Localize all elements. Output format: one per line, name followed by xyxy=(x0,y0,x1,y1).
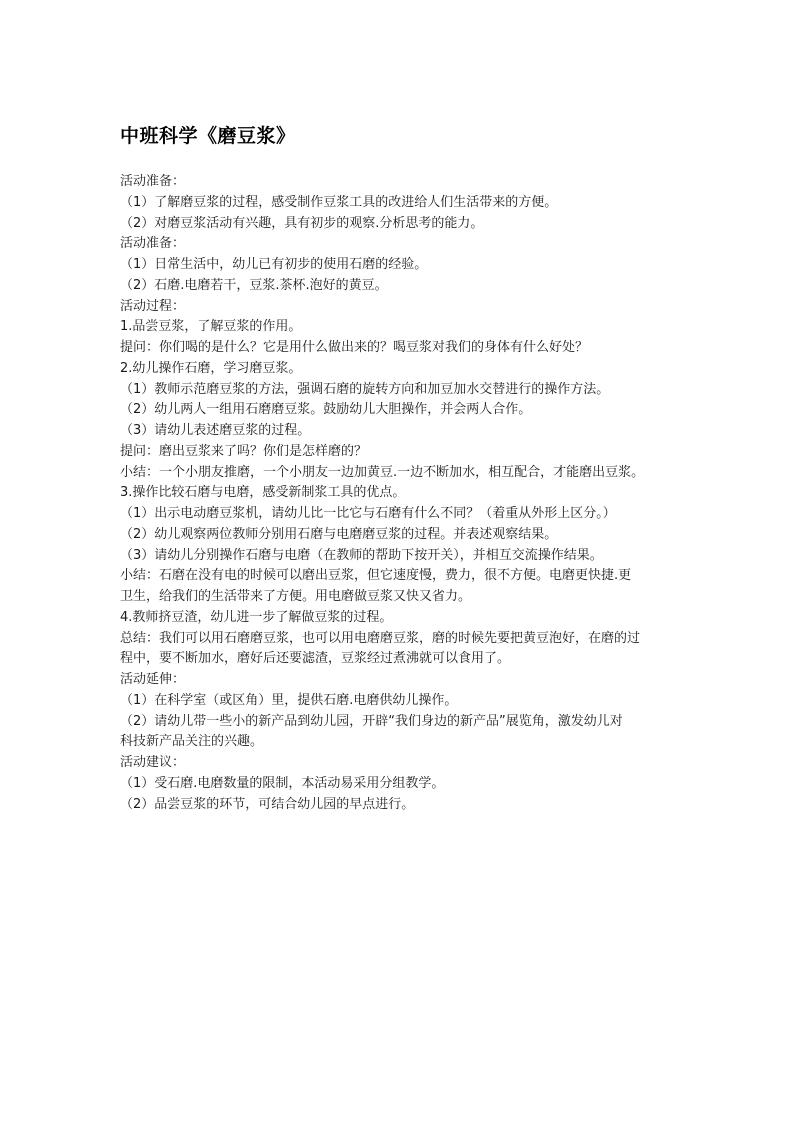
paragraph-line: 卫生，给我们的生活带来了方便。用电磨做豆浆又快又省力。 xyxy=(120,589,472,604)
step-heading-1: 1.品尝豆浆，了解豆浆的作用。 xyxy=(120,319,302,335)
page-title: 中班科学《磨豆浆》 xyxy=(120,125,296,147)
paragraph-line: （2）请幼儿带一些小的新产品到幼儿园，开辟“我们身边的新产品”展览角，激发幼儿对 xyxy=(120,713,623,729)
paragraph-line: （3）请幼儿表述磨豆浆的过程。 xyxy=(120,423,311,438)
section-heading-extension: 活动延伸： xyxy=(120,672,186,687)
section-heading-process: 活动过程： xyxy=(120,298,186,314)
paragraph-line: （1）出示电动磨豆浆机，请幼儿比一比它与石磨有什么不同？（着重从外形上区分。） xyxy=(120,506,616,521)
step-heading-3: 3.操作比较石磨与电磨，感受新制浆工具的优点。 xyxy=(120,485,406,501)
paragraph-line: （2）幼儿观察两位教师分别用石磨与电磨磨豆浆的过程。并表述观察结果。 xyxy=(120,526,558,542)
paragraph-line: （2）对磨豆浆活动有兴趣，具有初步的观察.分析思考的能力。 xyxy=(120,215,484,231)
section-heading-preparation: 活动准备： xyxy=(120,174,186,189)
paragraph-line: 科技新产品关注的兴趣。 xyxy=(120,734,264,750)
step-heading-2: 2.幼儿操作石磨，学习磨豆浆。 xyxy=(120,360,302,376)
paragraph-line: 小结：石磨在没有电的时候可以磨出豆浆，但它速度慢，费力，很不方便。电磨更快捷.更 xyxy=(120,568,632,584)
paragraph-line: 小结：一个小朋友推磨，一个小朋友一边加黄豆.一边不断加水，相互配合，才能磨出豆浆。 xyxy=(120,464,645,480)
section-heading-preparation-2: 活动准备： xyxy=(120,236,186,252)
paragraph-line: （3）请幼儿分别操作石磨与电磨（在教师的帮助下按开关），并相互交流操作结果。 xyxy=(120,547,603,563)
step-heading-4: 4.教师挤豆渣，幼儿进一步了解做豆浆的过程。 xyxy=(120,609,393,625)
paragraph-line: 程中，要不断加水，磨好后还要滤渣，豆浆经过煮沸就可以食用了。 xyxy=(120,651,511,667)
paragraph-line: （2）石磨.电磨若干，豆浆.茶杯.泡好的黄豆。 xyxy=(120,277,388,293)
paragraph-line: （2）品尝豆浆的环节，可结合幼儿园的早点进行。 xyxy=(120,796,415,812)
paragraph-line: 总结：我们可以用石磨磨豆浆，也可以用电磨磨豆浆，磨的时候先要把黄豆泡好，在磨的过 xyxy=(120,630,641,646)
paragraph-line: （1）了解磨豆浆的过程，感受制作豆浆工具的改进给人们生活带来的方便。 xyxy=(120,194,558,210)
paragraph-line: （1）受石磨.电磨数量的限制，本活动易采用分组教学。 xyxy=(120,775,445,791)
paragraph-line: （2）幼儿两人一组用石磨磨豆浆。鼓励幼儿大胆操作，并会两人合作。 xyxy=(120,402,532,418)
paragraph-line: 提问：你们喝的是什么？它是用什么做出来的？喝豆浆对我们的身体有什么好处？ xyxy=(120,340,589,355)
paragraph-line: 提问：磨出豆浆来了吗？你们是怎样磨的？ xyxy=(120,443,368,459)
paragraph-line: （1）教师示范磨豆浆的方法，强调石磨的旋转方向和加豆加水交替进行的操作方法。 xyxy=(120,381,610,397)
section-heading-suggestions: 活动建议： xyxy=(120,755,186,770)
paragraph-line: （1）日常生活中，幼儿已有初步的使用石磨的经验。 xyxy=(120,257,428,272)
paragraph-line: （1）在科学室（或区角）里，提供石磨.电磨供幼儿操作。 xyxy=(120,692,458,708)
document-body xyxy=(120,172,680,815)
